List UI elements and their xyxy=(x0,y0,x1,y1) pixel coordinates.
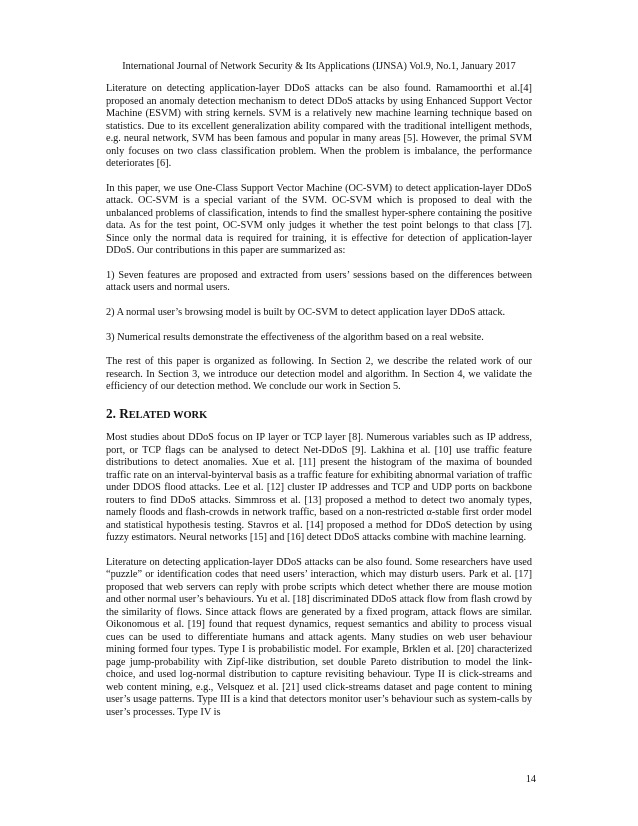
paragraph-oc-svm-intro: In this paper, we use One-Class Support Vector Machine (OC-SVM) to detect application-layer DDoS attack. OC-SVM is a special variant of the SVM. OC-SVM which is proposed to deal with the unbalanced problems of classification, intends to find the smallest hyper-sphere containing the positive data. As for the test point, OC-SVM only judges it whether the test point belongs to that class [7]. Since only the normal data is required for training, it is effective for detection of application-layer DDoS. Our contributions in this paper are summarized as: xyxy=(106,182,532,257)
page-number: 14 xyxy=(525,774,536,785)
paragraph-svm-literature: Literature on detecting application-layer DDoS attacks can be also found. Ramamoorthi et al.[4] proposed an anomaly detection mechanism to detect DDoS attacks by using Enhanced Support Vector Machine (ESVM) with string kernels. SVM is a relatively new machine learning technique based on statistics. Due to its excellent generalization ability compared with the traditional intelligent methods, e.g. neural network, SVM has been famous and popular in many areas [5]. However, the primal SVM only focuses on two class classification problem. When the problem is imbalance, the performance deteriorates [6]. xyxy=(106,83,532,169)
heading-rest: ELATED WORK xyxy=(128,410,208,422)
contribution-1: 1) Seven features are proposed and extracted from users’ sessions based on the differences between attack users and normal users. xyxy=(106,269,532,294)
paragraph-organization: The rest of this paper is organized as following. In Section 2, we describe the related work of our research. In Section 3, we introduce our detection model and algorithm. In Section 4, we validate the efficiency of our detection method. We conclude our work in Section 5. xyxy=(106,356,532,393)
section-heading-related-work xyxy=(106,406,532,424)
running-head: International Journal of Network Security & Its Applications (IJNSA) Vol.9, No.1, January 2017 xyxy=(122,61,516,72)
contribution-3: 3) Numerical results demonstrate the effectiveness of the algorithm based on a real website. xyxy=(106,331,484,343)
paragraph-network-ddos: Most studies about DDoS focus on IP layer or TCP layer [8]. Numerous variables such as IP address, port, or TCP flags can be analysed to detect Net-DDoS [9]. Lakhina et al. [10] use traffic feature distributions to detect anomalies. Xue et al. [11] present the histogram of the maxima of bounded traffic rate on an interval-byinterval basis as a traffic feature for exhibiting abnormal variation of traffic under DDOS flood attacks. Lee et al. [12] cluster IP addresses and TCP and UDP ports on backbone routers to find DDoS attacks. Simmross et al. [13] proposed a method to detect two anomaly types, namely floods and flash-crowds in network traffic, based on a non-restricted α-stable first order model and statistical hypothesis testing. Stavros et al. [14] proposed a method for DDoS detection by using fuzzy estimators. Neural networks [15] and [16] detect DDoS attacks combine with machine learning. xyxy=(106,432,532,544)
paragraph-application-ddos: Literature on detecting application-layer DDoS attacks can be also found. Some researchers have used “puzzle” or identification codes that need users’ interaction, which may disturb users. Park et al. [17] proposed that web servers can reply with probe scripts which detect whether there are mouse motion and other normal user’s behaviours. Yu et al. [18] discriminated DDoS attack flow from flash crowd by the similarity of flows. Since attack flows are generated by a fixed program, attack flows are similar. Oikonomous et al. [19] found that request dynamics, request semantics and ability to process visual cues can be used to differentiate humans and attack agents. Many studies on web user behaviour mining formed four types. Type I is probabilistic model. For example, Brklen et al. [20] characterized page jump-probability with Zipf-like distribution, set double Pareto distribution to model the link-choice, and used log-normal distribution to capture revisiting behaviour. Type II is click-streams and web content mining, e.g., Velsquez et al. [21] used click-streams dataset and page content to mining user’s usage patterns. Type III is a kind that detectors monitor user’s behaviour such as system-calls by user’s processes. Type IV is xyxy=(106,556,532,718)
heading-number: 2. R xyxy=(106,406,129,422)
body-text xyxy=(106,83,532,732)
contribution-2: 2) A normal user’s browsing model is built by OC-SVM to detect application layer DDoS attack. xyxy=(106,307,506,319)
